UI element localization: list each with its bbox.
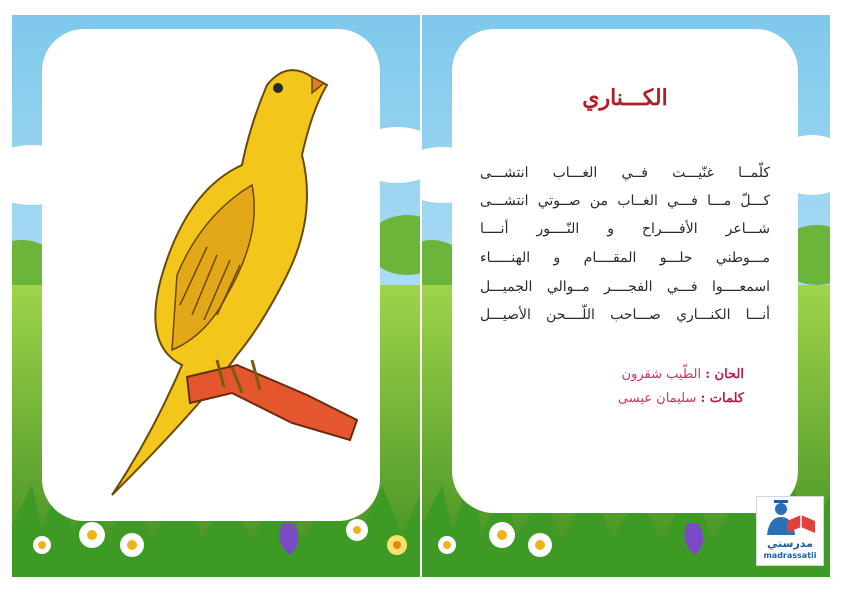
lyricist-label: كلمات : xyxy=(700,391,744,406)
poem-verse: مـــوطني حلـــو المقــــام و الهنـــــاء xyxy=(480,250,770,266)
logo-text-english: madrassatii xyxy=(763,551,817,560)
poem-verse: اسمعــــوا فـــي الفجــــر مــوالي الجميـــل xyxy=(480,279,770,295)
poem-title: الكـــناري xyxy=(582,85,668,111)
poem-verse: كلّمــا غنّيـــت فــي الغـــاب انتشـــى xyxy=(480,165,770,181)
lyricist-credit xyxy=(618,391,744,406)
poem-verse: أنـــا الكنـــاري صـــاحب اللّــــحن الأصيـــل xyxy=(480,307,770,323)
poem-card xyxy=(452,29,798,513)
logo-text-arabic: مدرستي xyxy=(767,537,813,550)
poem-page xyxy=(422,15,830,577)
school-logo-graphic xyxy=(757,497,823,539)
composer-name: الطّيب شقرون xyxy=(621,367,702,382)
composer-label: الحان : xyxy=(705,367,744,382)
lyricist-name: سليمان عيسى xyxy=(617,391,697,406)
canary-bird-illustration xyxy=(12,15,420,577)
composer-credit xyxy=(622,367,744,382)
poem-verse: شـــاعر الأفــــراح و النّــــور أنــــا xyxy=(480,221,770,237)
bird-page xyxy=(12,15,420,577)
school-logo-icon xyxy=(756,496,824,566)
poem-verse: كـــلّ مـــا فـــي الغــاب من صــوتي انتشـــى xyxy=(480,193,770,209)
